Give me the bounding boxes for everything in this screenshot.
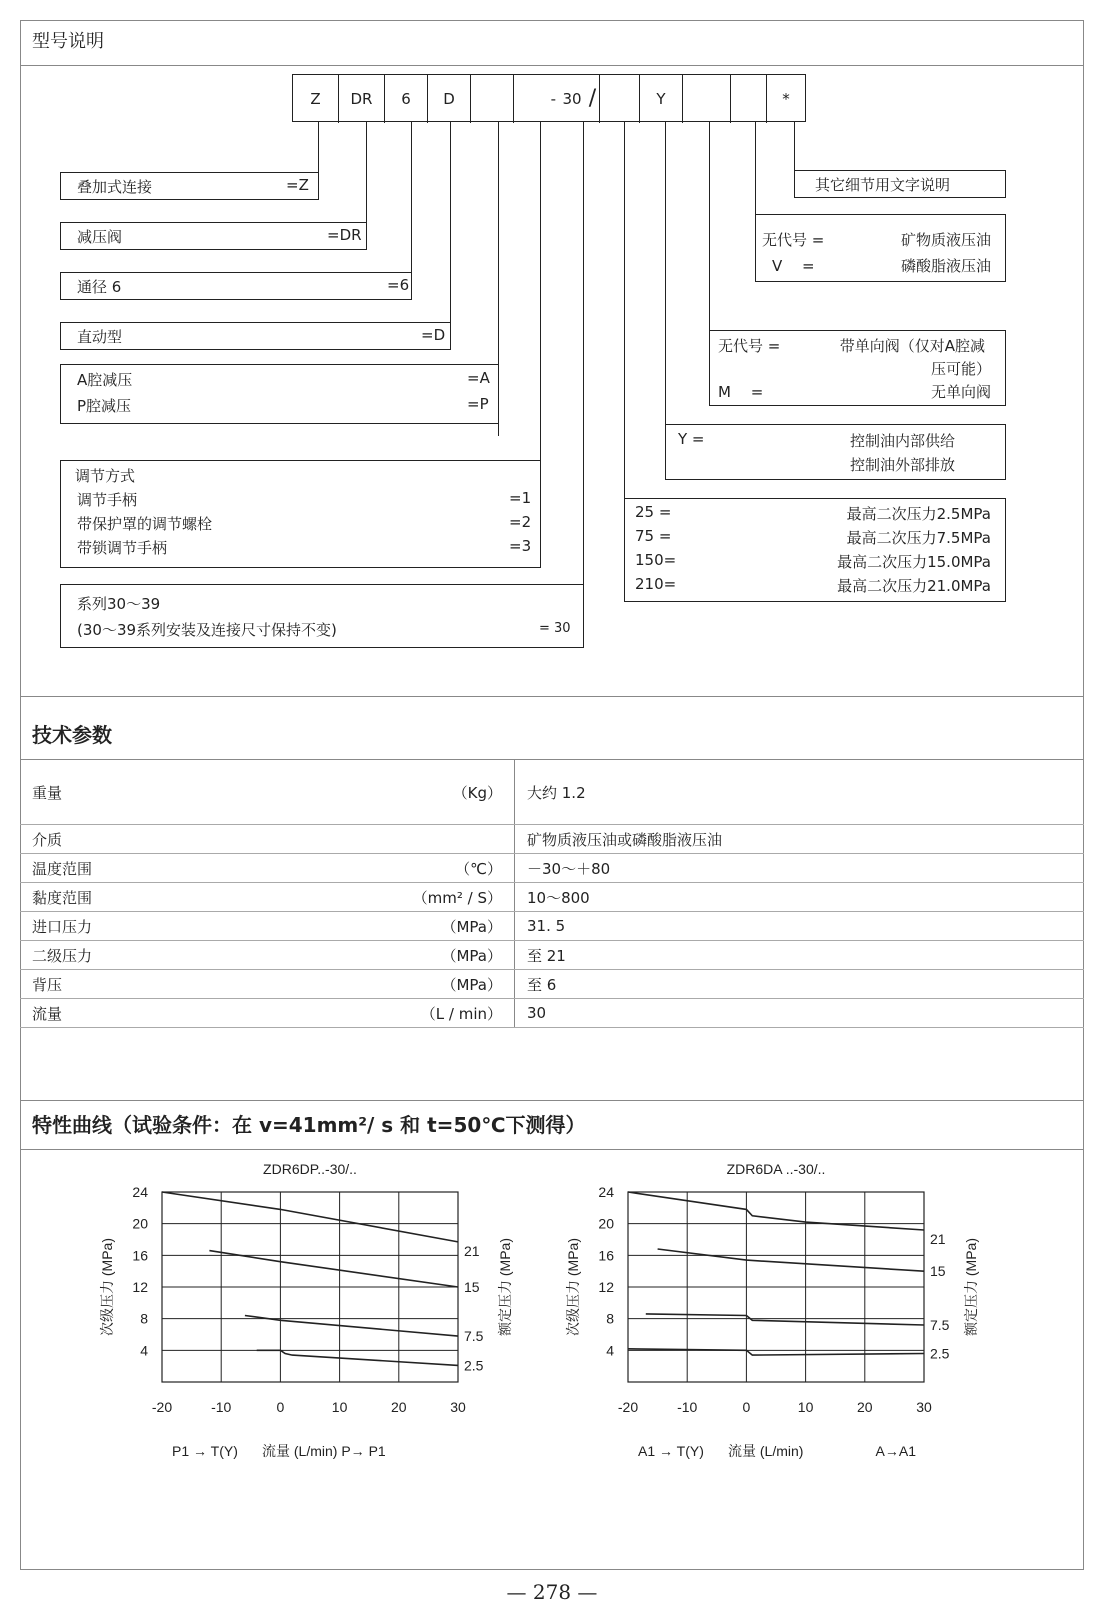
- option-label: 无单向阀: [930, 383, 991, 401]
- option-box-check: [709, 330, 1006, 406]
- option-label: A腔减压: [77, 371, 133, 389]
- right-axis-label: 7.5: [930, 1317, 950, 1333]
- code-cell: Y: [640, 75, 683, 123]
- option-label: 控制油内部供给: [849, 432, 955, 450]
- spec-name: 背压: [32, 975, 63, 994]
- option-code: =3: [509, 537, 532, 555]
- table-row: [20, 912, 1084, 941]
- table-row: [20, 760, 1084, 825]
- option-code: 210=: [635, 575, 677, 593]
- option-code: = 30: [539, 621, 571, 636]
- option-label: 带单向阀（仅对A腔减: [839, 337, 985, 355]
- chart-title: ZDR6DA ..-30/..: [726, 1161, 826, 1177]
- table-row: [20, 854, 1084, 883]
- table-row: [20, 883, 1084, 912]
- x-tick-label: 0: [742, 1399, 751, 1415]
- spec-name: 黏度范围: [32, 888, 93, 907]
- option-box-adjust: [60, 460, 541, 568]
- series-line: [628, 1192, 924, 1230]
- table-row: [20, 941, 1084, 970]
- option-label: 控制油外部排放: [849, 456, 955, 474]
- option-code: V =: [772, 257, 815, 275]
- option-label: 最高二次压力15.0MPa: [837, 553, 991, 571]
- connector-line: [583, 122, 584, 610]
- option-code: 150=: [635, 551, 677, 569]
- option-label: 最高二次压力7.5MPa: [846, 529, 991, 547]
- x-tick-label: 20: [857, 1399, 873, 1415]
- section-title-model: 型号说明: [20, 20, 1084, 66]
- spec-unit: （MPa）: [441, 917, 502, 936]
- option-code: =1: [509, 489, 532, 507]
- spec-name: 二级压力: [32, 946, 93, 965]
- y-tick-label: 16: [598, 1247, 614, 1264]
- x-axis-label-left: A1 → T(Y): [638, 1443, 704, 1459]
- option-code: =P: [467, 395, 489, 413]
- connector-line: [540, 122, 541, 472]
- spec-value: 矿物质液压油或磷酸脂液压油: [527, 830, 723, 849]
- code-cell: [471, 75, 514, 123]
- option-label: 带锁调节手柄: [77, 539, 168, 557]
- code-cell: [683, 75, 731, 123]
- x-axis-label: 流量 (L/min): [728, 1443, 804, 1459]
- option-label: 最高二次压力21.0MPa: [837, 577, 991, 595]
- option-label: 压可能）: [930, 360, 991, 378]
- spec-value: 30: [527, 1004, 547, 1022]
- code-cell: Z: [293, 75, 339, 123]
- y-axis-label-right: 额定压力 (MPa): [963, 1238, 979, 1336]
- y-tick-label: 8: [140, 1310, 148, 1327]
- spec-name: 介质: [32, 830, 63, 849]
- option-code: =DR: [327, 226, 362, 244]
- option-label: 最高二次压力2.5MPa: [846, 505, 991, 523]
- y-tick-label: 20: [598, 1215, 614, 1232]
- spec-name: 进口压力: [32, 917, 93, 936]
- spec-value: 大约 1.2: [527, 783, 586, 802]
- option-code: =A: [467, 369, 490, 387]
- spec-table: [20, 760, 1084, 1028]
- y-axis-label: 次级压力 (MPa): [565, 1238, 581, 1336]
- table-row: [20, 825, 1084, 854]
- option-label: 磷酸脂液压油: [900, 257, 991, 275]
- y-tick-label: 4: [140, 1342, 148, 1359]
- spec-value: 10～800: [527, 888, 590, 907]
- y-tick-label: 12: [598, 1279, 614, 1295]
- option-code: 无代号 =: [762, 231, 825, 249]
- option-box-other: [794, 170, 1006, 198]
- series-line: [257, 1350, 458, 1365]
- y-tick-label: 16: [132, 1247, 148, 1264]
- option-code: =2: [509, 513, 532, 531]
- code-cell: 6: [385, 75, 428, 123]
- spec-name: 流量: [32, 1004, 63, 1023]
- y-tick-label: 24: [598, 1184, 614, 1200]
- y-tick-label: 4: [606, 1342, 614, 1359]
- option-code: M =: [718, 383, 764, 401]
- option-code: =Z: [286, 176, 309, 194]
- option-box-pressure: [624, 498, 1006, 602]
- option-code: 无代号 =: [718, 337, 781, 355]
- section-title-curve: 特性曲线（试验条件：在 v=41mm²/ s 和 t=50℃下测得）: [20, 1100, 1084, 1150]
- option-label: 通径 6: [77, 278, 122, 296]
- x-axis-label: 流量 (L/min) P→ P1: [262, 1443, 386, 1459]
- option-label: 调节手柄: [77, 491, 138, 509]
- spec-unit: （mm² / S）: [412, 888, 502, 907]
- option-label: (30～39系列安装及连接尺寸保持不变): [77, 621, 337, 639]
- option-code: =D: [421, 326, 446, 344]
- spec-value: 至 6: [527, 975, 557, 994]
- connector-line: [709, 122, 710, 340]
- x-axis-label-left: P1 → T(Y): [172, 1443, 238, 1459]
- connector-line: [624, 122, 625, 516]
- table-row: [20, 999, 1084, 1028]
- x-tick-label: 30: [450, 1399, 466, 1415]
- y-tick-label: 8: [606, 1310, 614, 1327]
- series-line: [162, 1192, 458, 1242]
- code-cell: D: [428, 75, 471, 123]
- code-cell: *: [782, 90, 790, 108]
- spec-unit: （Kg）: [452, 783, 502, 802]
- code-cell: /: [586, 75, 600, 123]
- connector-line: [794, 122, 795, 174]
- model-code-strip: [292, 74, 806, 122]
- x-tick-label: -10: [677, 1399, 698, 1415]
- option-label: 矿物质液压油: [900, 231, 991, 249]
- right-axis-label: 7.5: [464, 1328, 484, 1345]
- connector-line: [450, 122, 451, 350]
- table-row: [20, 970, 1084, 999]
- y-axis-label: 次级压力 (MPa): [99, 1238, 115, 1336]
- option-box-reduce: [60, 364, 499, 424]
- connector-line: [755, 122, 756, 218]
- code-cell: DR: [339, 75, 385, 123]
- right-axis-label: 21: [464, 1242, 480, 1259]
- y-tick-label: 20: [132, 1215, 148, 1232]
- page-number: — 278 —: [506, 1580, 598, 1604]
- x-axis-label-right: A→A1: [875, 1443, 916, 1459]
- y-tick-label: 12: [132, 1279, 148, 1295]
- spec-unit: （℃）: [455, 859, 502, 878]
- x-tick-label: 10: [331, 1399, 348, 1415]
- series-line: [209, 1251, 458, 1287]
- x-tick-label: -20: [617, 1399, 639, 1415]
- right-axis-label: 2.5: [930, 1345, 950, 1362]
- right-axis-label: 15: [464, 1279, 480, 1295]
- option-code: 75 =: [635, 527, 672, 545]
- option-label: 减压阀: [77, 228, 123, 246]
- option-box-valve: [60, 222, 367, 250]
- x-tick-label: 20: [391, 1399, 407, 1415]
- spec-name: 重量: [32, 783, 63, 802]
- x-tick-label: 30: [916, 1399, 932, 1415]
- option-code: 25 =: [635, 503, 672, 521]
- option-box-size: [60, 272, 412, 300]
- option-label: 系列30～39: [77, 595, 161, 613]
- code-cell: -: [550, 90, 556, 108]
- characteristic-charts: [20, 1152, 1084, 1562]
- option-code: =6: [387, 276, 410, 294]
- option-code: Y =: [678, 430, 705, 448]
- spec-unit: （MPa）: [441, 975, 502, 994]
- spec-name: 温度范围: [32, 859, 93, 878]
- option-label: 叠加式连接: [77, 178, 153, 196]
- option-label: 带保护罩的调节螺栓: [77, 515, 213, 533]
- code-cell: [731, 75, 767, 123]
- option-box-seal: [755, 214, 1006, 282]
- right-axis-label: 15: [930, 1263, 946, 1280]
- spec-value: 31. 5: [527, 917, 566, 935]
- x-tick-label: -10: [211, 1399, 232, 1415]
- option-box-pilot: [665, 424, 1006, 480]
- option-box-connection: [60, 172, 319, 200]
- connector-line: [665, 122, 666, 436]
- spec-unit: （MPa）: [441, 946, 502, 965]
- option-label: P腔减压: [77, 397, 132, 415]
- series-line: [628, 1349, 924, 1355]
- spec-value: 至 21: [527, 946, 566, 965]
- section-title-tech: 技术参数: [20, 696, 1084, 760]
- spec-unit: （L / min）: [420, 1004, 502, 1023]
- option-label: 直动型: [77, 328, 123, 346]
- option-box-series: [60, 584, 584, 648]
- option-label: 其它细节用文字说明: [815, 176, 951, 194]
- chart-title: ZDR6DP..-30/..: [263, 1161, 357, 1177]
- x-tick-label: -20: [151, 1399, 173, 1415]
- x-tick-label: 10: [797, 1399, 814, 1415]
- spec-value: －30～＋80: [527, 859, 611, 878]
- option-box-type: [60, 322, 451, 350]
- code-cell: [600, 75, 640, 123]
- code-cell: 30: [562, 90, 582, 108]
- y-axis-label-right: 额定压力 (MPa): [497, 1238, 513, 1336]
- option-title: 调节方式: [75, 467, 136, 485]
- series-line: [658, 1249, 924, 1271]
- right-axis-label: 21: [930, 1231, 946, 1247]
- right-axis-label: 2.5: [464, 1357, 484, 1374]
- x-tick-label: 0: [276, 1399, 285, 1415]
- y-tick-label: 24: [132, 1184, 148, 1200]
